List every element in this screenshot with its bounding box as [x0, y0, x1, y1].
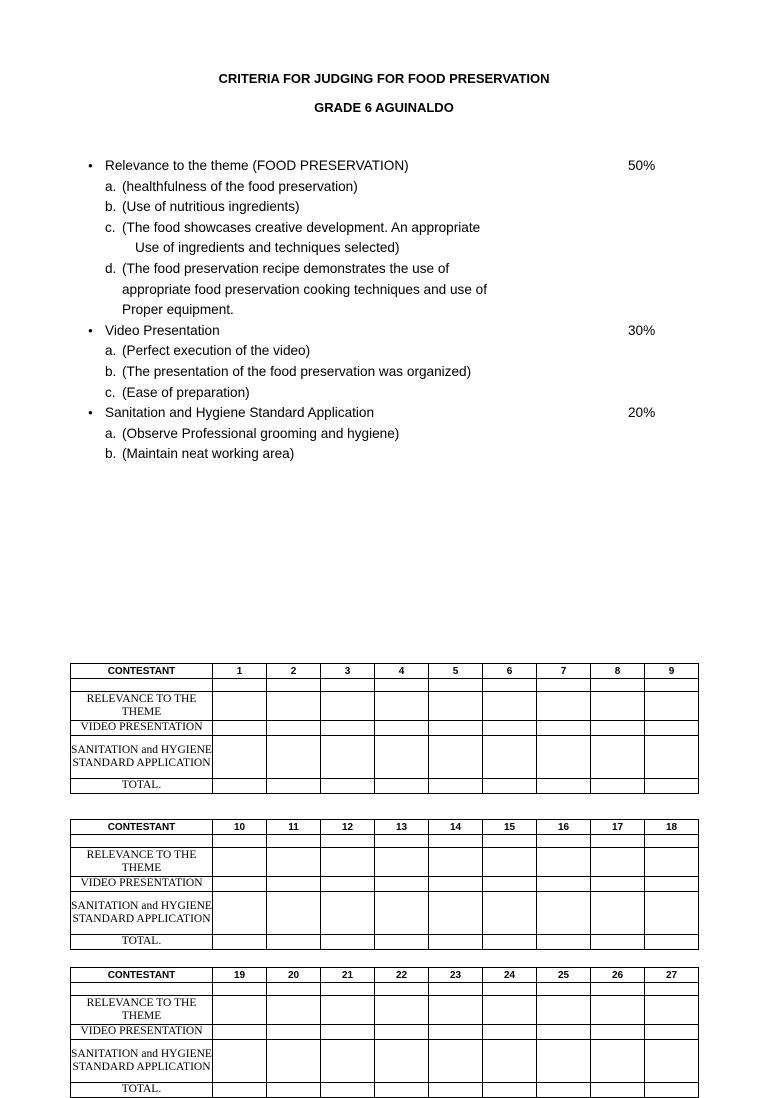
- criterion-row-label: VIDEO PRESENTATION: [71, 877, 213, 892]
- score-cell[interactable]: [429, 848, 483, 877]
- contestant-number: 7: [537, 664, 591, 679]
- score-cell[interactable]: [537, 996, 591, 1025]
- criterion-subitem: [88, 218, 688, 239]
- score-cell[interactable]: [537, 779, 591, 794]
- score-cell[interactable]: [483, 877, 537, 892]
- score-cell[interactable]: [267, 1040, 321, 1083]
- score-cell[interactable]: [321, 1025, 375, 1040]
- empty-cell: [375, 835, 429, 848]
- score-table-3: [70, 967, 699, 1098]
- empty-cell: [645, 679, 699, 692]
- score-cell[interactable]: [321, 1083, 375, 1098]
- document-title: CRITERIA FOR JUDGING FOR FOOD PRESERVATION: [218, 71, 550, 86]
- subitem-text: (Perfect execution of the video): [122, 343, 311, 359]
- table-row: [71, 736, 699, 779]
- subitem-text: (The food showcases creative development. An appropriate: [122, 219, 481, 235]
- score-cell[interactable]: [375, 1040, 429, 1083]
- score-cell[interactable]: [267, 935, 321, 950]
- table-row: [71, 721, 699, 736]
- score-cell[interactable]: [375, 692, 429, 721]
- score-cell[interactable]: [429, 779, 483, 794]
- score-cell[interactable]: [483, 779, 537, 794]
- criterion-row-label: SANITATION and HYGIENE STANDARD APPLICATION: [71, 892, 213, 935]
- criterion-subitem: [88, 424, 688, 445]
- score-cell[interactable]: [591, 935, 645, 950]
- criterion-subitem: [88, 280, 688, 301]
- criterion-weight: 50%: [628, 158, 656, 173]
- score-cell[interactable]: [645, 736, 699, 779]
- contestant-number: 17: [591, 820, 645, 835]
- score-cell[interactable]: [375, 1083, 429, 1098]
- score-cell[interactable]: [213, 692, 267, 721]
- score-cell[interactable]: [375, 1025, 429, 1040]
- score-cell[interactable]: [483, 1040, 537, 1083]
- table-blank-row: [71, 679, 699, 692]
- score-cell[interactable]: [321, 892, 375, 935]
- score-cell[interactable]: [591, 892, 645, 935]
- score-cell[interactable]: [537, 848, 591, 877]
- score-cell[interactable]: [537, 877, 591, 892]
- empty-cell: [483, 983, 537, 996]
- criterion-label: Relevance to the theme (FOOD PRESERVATION): [105, 158, 409, 173]
- criterion-subitem: [88, 300, 688, 321]
- score-cell[interactable]: [591, 848, 645, 877]
- criterion-subitem: [88, 259, 688, 280]
- score-cell[interactable]: [429, 892, 483, 935]
- contestant-number: 6: [483, 664, 537, 679]
- criterion-row-label: RELEVANCE TO THE THEME: [71, 848, 213, 877]
- contestant-number: 12: [321, 820, 375, 835]
- score-cell[interactable]: [213, 935, 267, 950]
- subitem-letter: b.: [105, 446, 117, 462]
- score-cell[interactable]: [321, 721, 375, 736]
- score-cell[interactable]: [591, 779, 645, 794]
- criterion-row-label: RELEVANCE TO THE THEME: [71, 692, 213, 721]
- contestant-number: 9: [645, 664, 699, 679]
- criterion-label: Video Presentation: [105, 322, 220, 338]
- subitem-text: (Maintain neat working area): [122, 446, 295, 462]
- score-cell[interactable]: [321, 848, 375, 877]
- contestant-number: 23: [429, 968, 483, 983]
- score-cell[interactable]: [429, 935, 483, 950]
- score-cell[interactable]: [537, 692, 591, 721]
- criterion-row-label: RELEVANCE TO THE THEME: [71, 996, 213, 1025]
- table-row: [71, 1040, 699, 1083]
- contestant-number: 20: [267, 968, 321, 983]
- score-cell[interactable]: [483, 721, 537, 736]
- score-cell[interactable]: [537, 1025, 591, 1040]
- score-cell[interactable]: [213, 996, 267, 1025]
- subitem-text: (The food preservation recipe demonstrates the use of: [122, 260, 450, 276]
- score-cell[interactable]: [645, 877, 699, 892]
- score-cell[interactable]: [267, 1025, 321, 1040]
- subitem-letter: b.: [105, 363, 117, 379]
- score-cell[interactable]: [645, 779, 699, 794]
- score-cell[interactable]: [591, 996, 645, 1025]
- score-cell[interactable]: [321, 779, 375, 794]
- contestant-number: 16: [537, 820, 591, 835]
- score-cell[interactable]: [429, 996, 483, 1025]
- empty-cell: [267, 835, 321, 848]
- subitem-letter: c.: [105, 219, 116, 235]
- criterion-heading: [88, 403, 688, 424]
- contestant-number: 4: [375, 664, 429, 679]
- score-cell[interactable]: [645, 692, 699, 721]
- score-cell[interactable]: [645, 892, 699, 935]
- empty-cell: [375, 679, 429, 692]
- score-cell[interactable]: [591, 1025, 645, 1040]
- subitem-letter: d.: [105, 260, 117, 276]
- score-cell[interactable]: [537, 736, 591, 779]
- score-cell[interactable]: [537, 1040, 591, 1083]
- subitem-text: (Observe Professional grooming and hygiene): [122, 425, 400, 441]
- score-cell[interactable]: [375, 779, 429, 794]
- score-cell[interactable]: [483, 736, 537, 779]
- table-header-row: [71, 968, 699, 983]
- empty-cell: [537, 679, 591, 692]
- criterion-heading: [88, 321, 688, 342]
- subitem-text: (Use of nutritious ingredients): [122, 199, 300, 215]
- criterion-weight: 20%: [628, 405, 656, 421]
- table-header-row: [71, 664, 699, 679]
- score-cell[interactable]: [591, 1083, 645, 1098]
- empty-cell: [213, 679, 267, 692]
- score-cell[interactable]: [591, 877, 645, 892]
- empty-cell: [375, 983, 429, 996]
- score-cell[interactable]: [375, 892, 429, 935]
- contestant-number: 24: [483, 968, 537, 983]
- score-cell[interactable]: [267, 877, 321, 892]
- subitem-letter: c.: [105, 384, 116, 400]
- criterion-label: Sanitation and Hygiene Standard Application: [105, 405, 375, 421]
- empty-cell: [321, 835, 375, 848]
- score-cell[interactable]: [267, 736, 321, 779]
- criterion-row-label: TOTAL.: [71, 1083, 213, 1098]
- empty-cell: [267, 679, 321, 692]
- score-cell[interactable]: [483, 692, 537, 721]
- criterion-subitem: [88, 238, 688, 259]
- score-cell[interactable]: [645, 721, 699, 736]
- score-cell[interactable]: [483, 1025, 537, 1040]
- score-cell[interactable]: [429, 692, 483, 721]
- table-row: [71, 779, 699, 794]
- score-table-1: [70, 663, 699, 794]
- score-cell[interactable]: [375, 736, 429, 779]
- criterion-subitem: [88, 383, 688, 404]
- criterion-subitem: [88, 197, 688, 218]
- empty-cell: [429, 983, 483, 996]
- score-cell[interactable]: [483, 848, 537, 877]
- subitem-letter: b.: [105, 199, 117, 215]
- score-cell[interactable]: [375, 877, 429, 892]
- criterion-subitem: [88, 177, 688, 198]
- score-cell[interactable]: [429, 1025, 483, 1040]
- contestant-number: 10: [213, 820, 267, 835]
- score-cell[interactable]: [429, 1083, 483, 1098]
- contestant-number: 14: [429, 820, 483, 835]
- contestant-number: 3: [321, 664, 375, 679]
- contestant-number: 11: [267, 820, 321, 835]
- score-cell[interactable]: [483, 935, 537, 950]
- score-cell[interactable]: [375, 721, 429, 736]
- contestant-number: 1: [213, 664, 267, 679]
- empty-cell: [483, 679, 537, 692]
- empty-cell: [267, 983, 321, 996]
- bullet-icon: ●: [88, 161, 93, 170]
- score-cell[interactable]: [213, 892, 267, 935]
- subitem-text: (Ease of preparation): [122, 384, 250, 400]
- bullet-icon: ●: [88, 408, 93, 418]
- empty-cell: [591, 983, 645, 996]
- empty-cell: [321, 679, 375, 692]
- empty-cell: [71, 983, 213, 996]
- subitem-letter: a.: [105, 425, 117, 441]
- score-cell[interactable]: [483, 996, 537, 1025]
- empty-cell: [213, 835, 267, 848]
- score-cell[interactable]: [537, 721, 591, 736]
- subitem-text: Use of ingredients and techniques selected): [135, 240, 400, 256]
- score-cell[interactable]: [321, 1040, 375, 1083]
- score-cell[interactable]: [591, 721, 645, 736]
- table-row: [71, 877, 699, 892]
- contestant-header: CONTESTANT: [71, 820, 213, 835]
- criterion-row-label: VIDEO PRESENTATION: [71, 721, 213, 736]
- score-cell[interactable]: [267, 779, 321, 794]
- empty-cell: [483, 835, 537, 848]
- contestant-number: 25: [537, 968, 591, 983]
- criterion-row-label: SANITATION and HYGIENE STANDARD APPLICATION: [71, 736, 213, 779]
- empty-cell: [71, 679, 213, 692]
- contestant-number: 21: [321, 968, 375, 983]
- score-cell[interactable]: [267, 892, 321, 935]
- score-cell[interactable]: [591, 1040, 645, 1083]
- subitem-text: appropriate food preservation cooking techniques and use of: [122, 281, 488, 297]
- score-cell[interactable]: [267, 848, 321, 877]
- score-cell[interactable]: [321, 877, 375, 892]
- score-cell[interactable]: [483, 892, 537, 935]
- subitem-text: Proper equipment.: [122, 302, 234, 318]
- contestant-number: 22: [375, 968, 429, 983]
- empty-cell: [537, 835, 591, 848]
- score-table-2: [70, 819, 699, 950]
- criterion-heading: [88, 156, 688, 177]
- empty-cell: [591, 679, 645, 692]
- criterion-subitem: [88, 444, 688, 465]
- empty-cell: [213, 983, 267, 996]
- score-cell[interactable]: [375, 996, 429, 1025]
- score-cell[interactable]: [213, 779, 267, 794]
- criterion-row-label: TOTAL.: [71, 935, 213, 950]
- score-cell[interactable]: [537, 892, 591, 935]
- score-cell[interactable]: [213, 1040, 267, 1083]
- score-cell[interactable]: [375, 848, 429, 877]
- document-subtitle: GRADE 6 AGUINALDO: [314, 100, 454, 115]
- score-cell[interactable]: [321, 692, 375, 721]
- subitem-text: (healthfulness of the food preservation): [122, 178, 358, 194]
- contestant-number: 2: [267, 664, 321, 679]
- table-blank-row: [71, 983, 699, 996]
- score-cell[interactable]: [267, 996, 321, 1025]
- score-cell[interactable]: [321, 996, 375, 1025]
- score-cell[interactable]: [213, 721, 267, 736]
- score-cell[interactable]: [645, 996, 699, 1025]
- table-row: [71, 935, 699, 950]
- table-blank-row: [71, 835, 699, 848]
- score-cell[interactable]: [645, 1083, 699, 1098]
- table-row: [71, 996, 699, 1025]
- score-cell[interactable]: [267, 1083, 321, 1098]
- contestant-number: 8: [591, 664, 645, 679]
- score-cell[interactable]: [213, 848, 267, 877]
- criterion-row-label: SANITATION and HYGIENE STANDARD APPLICATION: [71, 1040, 213, 1083]
- score-cell[interactable]: [483, 1083, 537, 1098]
- score-cell[interactable]: [645, 935, 699, 950]
- score-cell[interactable]: [267, 692, 321, 721]
- contestant-header: CONTESTANT: [71, 968, 213, 983]
- score-cell[interactable]: [213, 1025, 267, 1040]
- empty-cell: [321, 983, 375, 996]
- table-row: [71, 848, 699, 877]
- criterion-subitem: [88, 362, 688, 383]
- table-row: [71, 1025, 699, 1040]
- contestant-header: CONTESTANT: [71, 664, 213, 679]
- score-cell[interactable]: [321, 935, 375, 950]
- score-cell[interactable]: [267, 721, 321, 736]
- score-cell[interactable]: [591, 692, 645, 721]
- criteria-list: [88, 156, 688, 465]
- score-cell[interactable]: [429, 721, 483, 736]
- contestant-number: 26: [591, 968, 645, 983]
- empty-cell: [591, 835, 645, 848]
- criterion-row-label: VIDEO PRESENTATION: [71, 1025, 213, 1040]
- score-cell[interactable]: [213, 877, 267, 892]
- contestant-number: 18: [645, 820, 699, 835]
- score-cell[interactable]: [321, 736, 375, 779]
- contestant-number: 27: [645, 968, 699, 983]
- criterion-weight: 30%: [628, 322, 656, 338]
- score-cell[interactable]: [429, 1040, 483, 1083]
- score-cell[interactable]: [537, 935, 591, 950]
- empty-cell: [645, 835, 699, 848]
- score-cell[interactable]: [591, 736, 645, 779]
- score-cell[interactable]: [645, 848, 699, 877]
- subitem-letter: a.: [105, 178, 117, 194]
- score-cell[interactable]: [375, 935, 429, 950]
- empty-cell: [645, 983, 699, 996]
- empty-cell: [71, 835, 213, 848]
- table-row: [71, 1083, 699, 1098]
- bullet-icon: ●: [88, 325, 93, 335]
- contestant-number: 5: [429, 664, 483, 679]
- score-cell[interactable]: [429, 736, 483, 779]
- score-cell[interactable]: [645, 1025, 699, 1040]
- score-cell[interactable]: [645, 1040, 699, 1083]
- empty-cell: [537, 983, 591, 996]
- contestant-number: 13: [375, 820, 429, 835]
- empty-cell: [429, 679, 483, 692]
- table-row: [71, 892, 699, 935]
- subitem-text: (The presentation of the food preservation was organized): [122, 363, 472, 379]
- criterion-subitem: [88, 341, 688, 362]
- table-row: [71, 692, 699, 721]
- score-cell[interactable]: [537, 1083, 591, 1098]
- score-cell[interactable]: [213, 736, 267, 779]
- score-cell[interactable]: [429, 877, 483, 892]
- subitem-letter: a.: [105, 343, 117, 359]
- contestant-number: 15: [483, 820, 537, 835]
- criterion-row-label: TOTAL.: [71, 779, 213, 794]
- contestant-number: 19: [213, 968, 267, 983]
- score-cell[interactable]: [213, 1083, 267, 1098]
- table-header-row: [71, 820, 699, 835]
- empty-cell: [429, 835, 483, 848]
